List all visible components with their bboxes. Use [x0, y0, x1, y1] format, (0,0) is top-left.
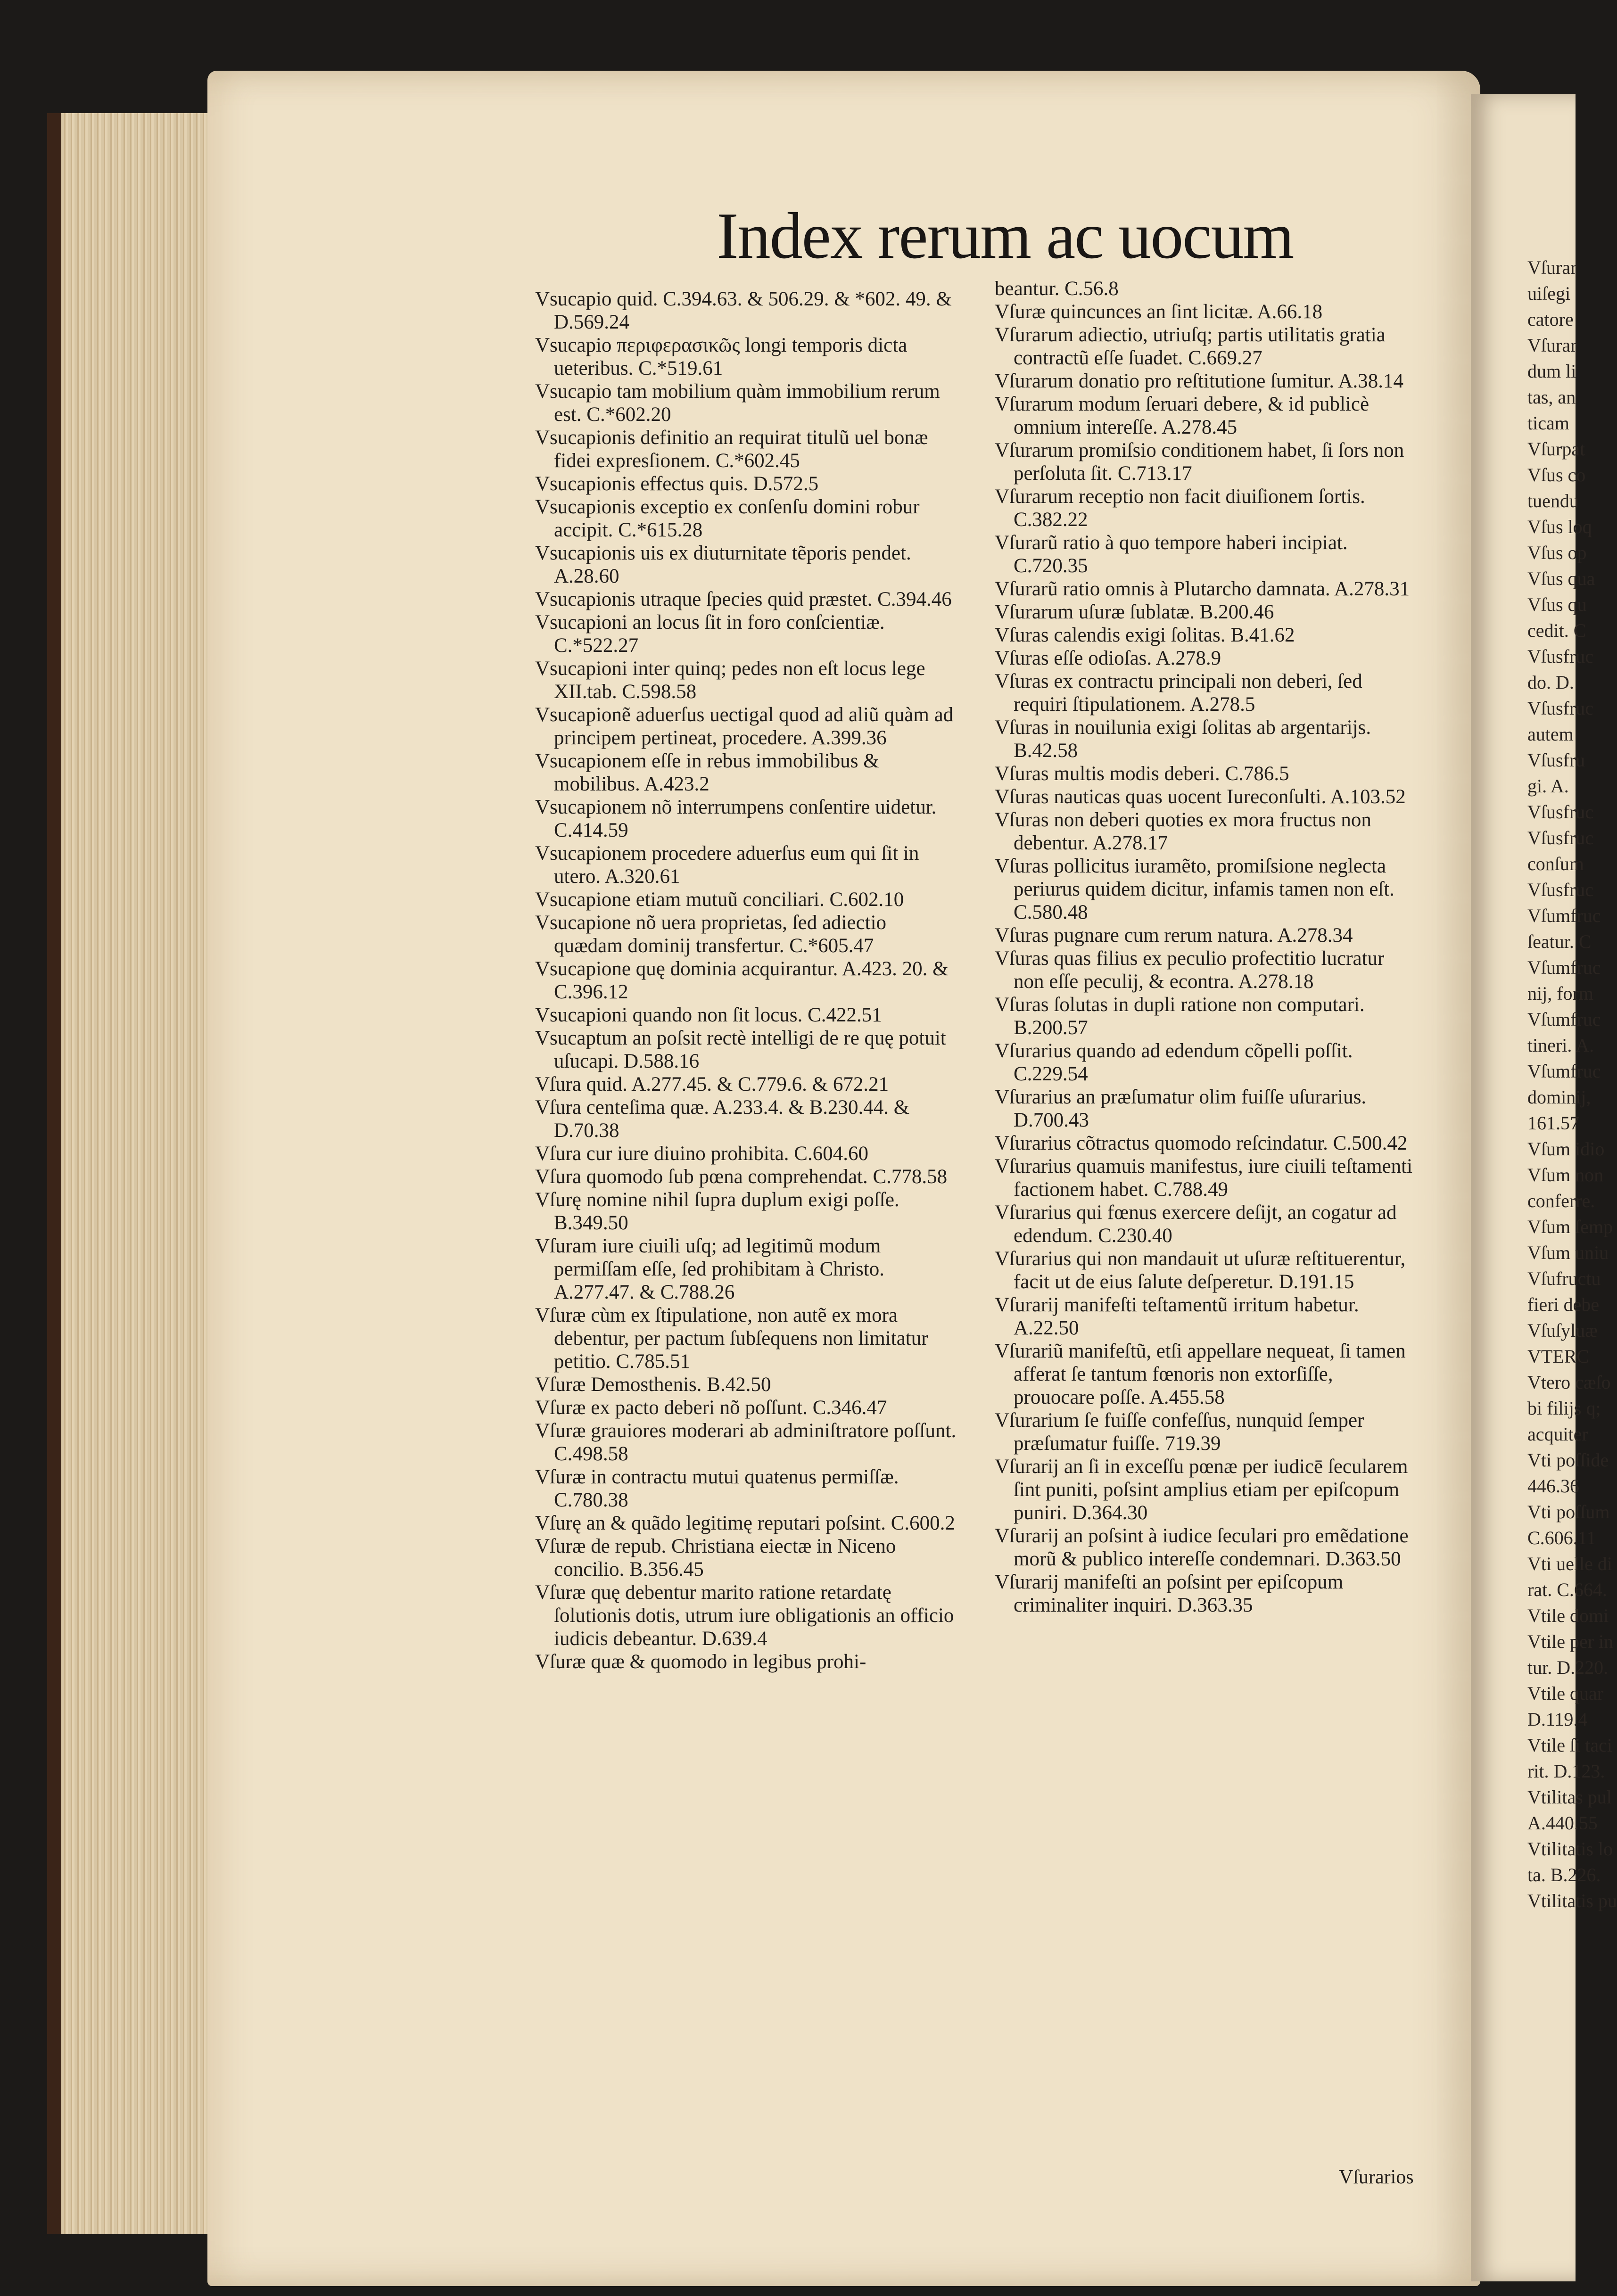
index-entry: Vsucapio tam mobilium quàm immobilium rerum est. C.*602.20 — [535, 380, 940, 426]
index-entry: Vsucapionem eſſe in rebus immobilibus & mobilibus. A.423.2 — [535, 750, 879, 795]
facing-page-line: Vtile per in — [1527, 1631, 1614, 1652]
facing-page-line: Vtilitatis pu — [1527, 1890, 1617, 1911]
index-entry: Vſuræ grauiores moderari ab adminiſtratore poſſunt. C.498.58 — [535, 1420, 957, 1465]
index-entry: Vſurarius quamuis manifestus, iure ciuili teſtamenti factionem habet. C.788.49 — [995, 1155, 1413, 1201]
facing-page-line: 446.36 — [1527, 1475, 1579, 1497]
facing-page-line: Vti poſſide — [1527, 1449, 1609, 1471]
index-entry: Vſuras non deberi quoties ex mora fructus non debentur. A.278.17 — [995, 809, 1371, 854]
index-entry: Vſurarij an poſsint à iudice ſeculari pro emẽdatione morũ & publico intereſſe condemnari. D.363.50 — [995, 1525, 1409, 1570]
facing-page-line: conferre. — [1527, 1190, 1595, 1211]
index-entry: Vſurarum receptio non facit diuiſionem ſortis. C.382.22 — [995, 486, 1365, 531]
index-entry: Vsucapionẽ aduerſus uectigal quod ad aliũ quàm ad principem pertineat, procedere. A.399.36 — [535, 704, 954, 749]
facing-page-line: Vſus loq — [1527, 516, 1592, 537]
facing-page-line: Vſumfruc — [1527, 957, 1601, 978]
page-title: Index rerum ac uocum — [717, 199, 1294, 272]
index-entry: Vſurarius an præſumatur olim fuiſſe uſurarius. D.700.43 — [995, 1086, 1367, 1131]
index-entry: Vſura quid. A.277.45. & C.779.6. & 672.21 — [535, 1073, 889, 1095]
facing-page-line: autem — [1527, 724, 1574, 745]
facing-page-line: Vſum idio — [1527, 1138, 1605, 1160]
facing-page-line: Vſusfruc — [1527, 827, 1593, 848]
index-entry: Vſuras multis modis deberi. C.786.5 — [995, 763, 1289, 785]
index-entry: Vſurarũ ratio omnis à Plutarcho damnata. A.278.31 — [995, 578, 1410, 600]
index-entry: Vsucapionis exceptio ex conſenſu domini robur accipit. C.*615.28 — [535, 496, 920, 541]
index-entry: Vsucapio quid. C.394.63. & 506.29. & *602. 49. & D.569.24 — [535, 288, 952, 333]
index-entry: Vſuras quas filius ex peculio profectitio lucratur non eſſe peculij, & econtra. A.278.18 — [995, 947, 1385, 993]
facing-page-line: Vſuſyluæ — [1527, 1320, 1598, 1341]
index-entry: Vſurarius qui non mandauit ut uſuræ reſtituerentur, facit ut de eius ſalute deſperetur. D.191.15 — [995, 1248, 1406, 1293]
facing-page-line: do. D. — [1527, 672, 1574, 693]
facing-page-line: dominij, — [1527, 1086, 1591, 1108]
facing-page-line: Vtero cæſo — [1527, 1372, 1611, 1393]
facing-page-line: Vſusfru — [1527, 749, 1585, 771]
facing-page-line: acquiter — [1527, 1424, 1588, 1445]
index-entry: Vſuras nauticas quas uocent Iureconſulti. A.103.52 — [995, 786, 1406, 808]
index-entry: Vſuræ quincunces an ſint licitæ. A.66.18 — [995, 301, 1323, 323]
facing-page-line: Vſusfruc — [1527, 879, 1593, 900]
index-entry: Vſura centeſima quæ. A.233.4. & B.230.44. & D.70.38 — [535, 1096, 910, 1142]
index-entry: Vsucapione nõ uera proprietas, ſed adiectio quædam dominij transfertur. C.*605.47 — [535, 912, 887, 957]
facing-page-line: tur. D.220. — [1527, 1657, 1609, 1678]
facing-page-line: Vſus op — [1527, 542, 1587, 563]
index-entry: Vſurę nomine nihil ſupra duplum exigi poſſe. B.349.50 — [535, 1189, 899, 1234]
facing-page-line: Vſum non — [1527, 1164, 1604, 1185]
index-entry: Vſurarũ ratio à quo tempore haberi incipiat. C.720.35 — [995, 532, 1348, 577]
facing-page-line: Vſurar — [1527, 257, 1577, 278]
index-entry: Vſura cur iure diuino prohibita. C.604.60 — [535, 1143, 868, 1165]
index-entry: Vſurariũ manifeſtũ, etſi appellare nequeat, ſi tamen afferat ſe tantum fœnoris non extorſiſſe, prouocare poſſe. A.455.58 — [995, 1340, 1406, 1408]
index-entry: Vsucapione etiam mutuũ conciliari. C.602.10 — [535, 889, 904, 911]
facing-page-line: C.606.11 — [1527, 1527, 1596, 1548]
book-page-edges — [47, 113, 231, 2234]
index-entry: Vſuras eſſe odioſas. A.278.9 — [995, 647, 1221, 669]
facing-page-line: Vſurpat — [1527, 438, 1585, 460]
facing-page-line: fieri debe — [1527, 1294, 1600, 1315]
index-entry: Vsucapionem nõ interrumpens conſentire uidetur. C.414.59 — [535, 796, 937, 841]
index-entry: Vſurarum uſuræ ſublatæ. B.200.46 — [995, 601, 1274, 623]
index-entry: Vsucapioni inter quinq; pedes non eſt locus lege XII.tab. C.598.58 — [535, 658, 925, 703]
facing-page-line: D.119.4 — [1527, 1709, 1588, 1730]
index-entry: Vſuras ex contractu principali non deberi, ſed requiri ſtipulationem. A.278.5 — [995, 670, 1362, 716]
index-entry: Vſuræ in contractu mutui quatenus permiſſæ. C.780.38 — [535, 1466, 899, 1511]
facing-page-line: Vſumfruc — [1527, 1009, 1601, 1030]
index-entry: Vſuras ſolutas in dupli ratione non computari. B.200.57 — [995, 994, 1365, 1039]
facing-page-line: A.440.55 — [1527, 1812, 1598, 1834]
index-entry: Vsucapionis utraque ſpecies quid præstet. C.394.46 — [535, 588, 952, 610]
index-entry: Vſurarius qui fœnus exercere deſijt, an cogatur ad edendum. C.230.40 — [995, 1201, 1397, 1247]
facing-page-line: rit. D.123. — [1527, 1761, 1605, 1782]
facing-page-line: Vſum uniu — [1527, 1242, 1609, 1263]
index-entry: Vsucapionis uis ex diuturnitate tẽporis pendet. A.28.60 — [535, 542, 911, 587]
facing-page-line: Vti poſſum — [1527, 1501, 1610, 1522]
index-entry: Vſuras pollicitus iuramẽto, promiſsione neglecta periurus quidem dicitur, infamis tamen non eſt. C.580.48 — [995, 855, 1394, 923]
facing-page-line: Vſumfruc — [1527, 1061, 1601, 1082]
index-entry: Vsucapio περιφερασικῶς longi temporis dicta ueteribus. C.*519.61 — [535, 334, 908, 379]
index-entry: Vſuras pugnare cum rerum natura. A.278.34 — [995, 924, 1353, 946]
index-entry: Vſurarum adiectio, utriuſq; partis utilitatis gratia contractũ eſſe ſuadet. C.669.27 — [995, 324, 1386, 369]
facing-page-line: Vſusfruc — [1527, 801, 1593, 823]
catchword: Vſurarios — [1339, 2166, 1414, 2188]
facing-page-line: dum li — [1527, 361, 1576, 382]
index-entry: Vsucapioni an locus ſit in foro conſcientiæ. C.*522.27 — [535, 611, 885, 657]
index-entry: Vſurarij manifeſti teſtamentũ irritum habetur. A.22.50 — [995, 1294, 1359, 1339]
facing-page-line: Vti uelle di — [1527, 1553, 1612, 1574]
facing-page-line: catore — [1527, 309, 1574, 330]
facing-page-line: tas, an — [1527, 387, 1576, 408]
facing-page-line: Vſus co — [1527, 464, 1586, 486]
facing-page-line: 161.57 — [1527, 1112, 1579, 1134]
facing-page-line: Vſumfruc — [1527, 905, 1601, 926]
facing-page-line: Vſum ſemp — [1527, 1216, 1613, 1237]
index-entry: Vſurarum donatio pro reſtitutione ſumitur. A.38.14 — [995, 370, 1404, 392]
facing-page-line: Vſus qua — [1527, 568, 1595, 589]
index-entry: Vſura quomodo ſub pœna comprehendat. C.778.58 — [535, 1166, 948, 1188]
index-entry: Vſuras in nouilunia exigi ſolitas ab argentarijs. B.42.58 — [995, 716, 1371, 762]
facing-page-line: Vtilitatis lo — [1527, 1838, 1613, 1860]
index-entry: Vsucapionis effectus quis. D.572.5 — [535, 473, 819, 495]
index-entry: Vſuræ quę debentur marito ratione retardatę ſolutionis dotis, utrum iure obligationis an officio iudicis debeantur. D.639.4 — [535, 1581, 954, 1650]
index-entry: Vſuræ de repub. Christiana eiectæ in Niceno concilio. B.356.45 — [535, 1535, 896, 1580]
index-column-left — [535, 288, 959, 1673]
index-entry: beantur. C.56.8 — [995, 278, 1119, 300]
facing-page-line: ta. B.226. — [1527, 1864, 1601, 1885]
facing-page-line: ſeatur. C — [1527, 931, 1592, 952]
index-entry: Vſurarij manifeſti an poſsint per epiſcopum criminaliter inquiri. D.363.35 — [995, 1571, 1344, 1616]
index-entry: Vsucapione quę dominia acquirantur. A.423. 20. & C.396.12 — [535, 958, 949, 1003]
index-entry: Vsucapionem procedere aduerſus eum qui ſit in utero. A.320.61 — [535, 842, 919, 888]
index-entry: Vſuræ Demosthenis. B.42.50 — [535, 1374, 771, 1396]
index-entry: Vsucapioni quando non ſit locus. C.422.51 — [535, 1004, 882, 1026]
facing-page-line: conſum — [1527, 853, 1584, 874]
facing-page-line: bi filijs q; — [1527, 1398, 1601, 1419]
index-entry: Vſurarius cõtractus quomodo reſcindatur. C.500.42 — [995, 1132, 1408, 1154]
facing-page-line: Vſurar — [1527, 335, 1577, 356]
facing-page-line: Vſus qu — [1527, 594, 1587, 615]
index-entry: Vsucaptum an poſsit rectè intelligi de re quę potuit uſucapi. D.588.16 — [535, 1027, 946, 1072]
index-entry: Vſurarij an ſi in exceſſu pœnæ per iudicē ſecularem ſint puniti, poſsint amplius etiam per epiſcopum puniri. D.364.30 — [995, 1456, 1408, 1524]
facing-page-line: Vtile ſi taci — [1527, 1735, 1612, 1756]
facing-page-line: cedit. C — [1527, 620, 1586, 641]
facing-page-line: Vſufructu — [1527, 1268, 1601, 1289]
facing-page-line: gi. A. — [1527, 775, 1569, 797]
index-entry: Vſuras calendis exigi ſolitas. B.41.62 — [995, 624, 1295, 646]
index-entry: Vſuram iure ciuili uſq; ad legitimũ modum permiſſam eſſe, ſed prohibitam à Christo. A.277.47. & C.788.26 — [535, 1235, 884, 1303]
index-entry: Vſuræ quæ & quomodo in legibus prohi- — [535, 1651, 866, 1673]
facing-page-line: nij, form — [1527, 983, 1593, 1004]
facing-page-line: Vtile quar — [1527, 1683, 1604, 1704]
index-entry: Vſurarum modum ſeruari debere, & id publicè omnium intereſſe. A.278.45 — [995, 393, 1370, 438]
facing-page-line: ticam — [1527, 412, 1569, 434]
index-entry: Vſurarius quando ad edendum cõpelli poſſit. C.229.54 — [995, 1040, 1353, 1085]
facing-page-line: Vſusfruc — [1527, 646, 1593, 667]
facing-page-line: VTERC — [1527, 1346, 1590, 1367]
facing-page-line: Vſusfruc — [1527, 698, 1593, 719]
facing-page-line: rat. C.664. — [1527, 1579, 1607, 1600]
facing-page-line: tuendu — [1527, 490, 1579, 511]
index-entry: Vſurarum promiſsio conditionem habet, ſi ſors non perſoluta ſit. C.713.17 — [995, 439, 1404, 485]
index-entry: Vsucapionis definitio an requirat titulũ uel bonæ fidei expresſionem. C.*602.45 — [535, 427, 928, 472]
index-entry: Vſurę an & quãdo legitimę reputari poſsint. C.600.2 — [535, 1512, 955, 1534]
facing-page-line: tineri. A. — [1527, 1035, 1594, 1056]
index-entry: Vſuræ cùm ex ſtipulatione, non autẽ ex mora debentur, per pactum ſubſequens non limitatur petitio. C.785.51 — [535, 1304, 928, 1373]
facing-page-fragment — [1471, 94, 1617, 2281]
index-entry: Vſurarium ſe fuiſſe confeſſus, nunquid ſemper præſumatur fuiſſe. 719.39 — [995, 1409, 1364, 1455]
index-entry: Vſuræ ex pacto deberi nõ poſſunt. C.346.47 — [535, 1397, 887, 1419]
index-column-right — [995, 277, 1419, 1617]
facing-page-line: Vtilitas pul — [1527, 1786, 1612, 1808]
facing-page-line: uiſegi — [1527, 283, 1571, 304]
facing-page-line: Vtile domi — [1527, 1605, 1609, 1626]
